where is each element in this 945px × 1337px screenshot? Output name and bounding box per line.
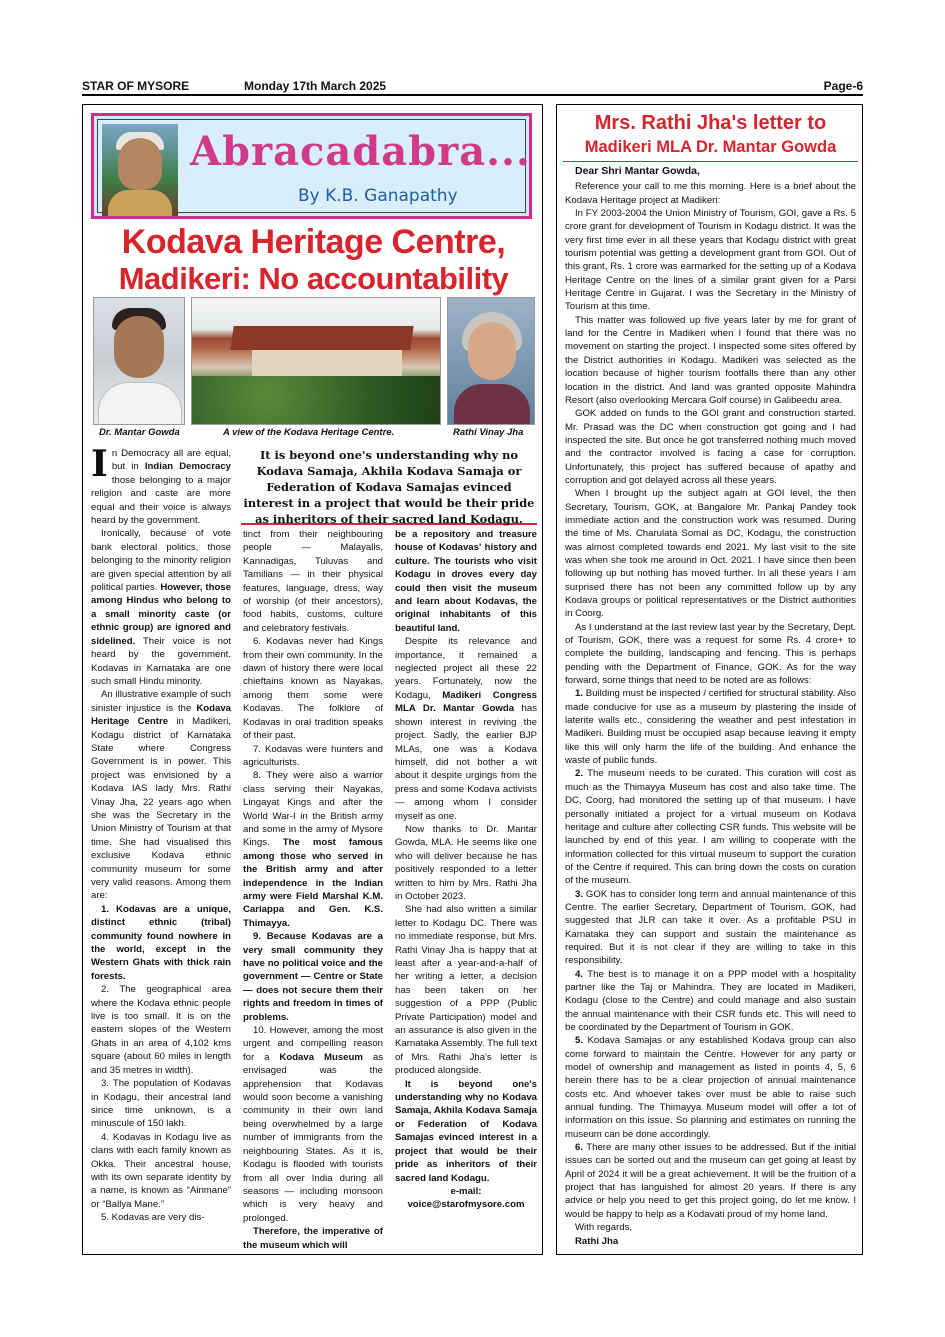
article-paragraph: 8. They were also a warrior class serving their Nayakas, Lingayat Kings and after the World War-I in the British army and some in the army of Mysore Kings. The most famous among those who served in the British army and after independence in the Indian army were Field Marshal K.M. Cariappa and Gen. K.S. Thimayya.	[243, 770, 383, 929]
page-number: Page-6	[823, 79, 863, 93]
column-banner	[91, 113, 532, 219]
letter-title-line2: Madikeri MLA Dr. Mantar Gowda	[584, 138, 837, 156]
salutation: Dear Shri Mantar Gowda,	[575, 165, 700, 177]
title-rule	[563, 161, 858, 162]
letter-title-line1: Mrs. Rathi Jha's letter to	[594, 112, 827, 134]
caption-middle: A view of the Kodava Heritage Centre.	[223, 427, 395, 438]
letter-paragraph: Reference your call to me this morning. Here is a brief about the Kodava Heritage project at Madikeri:	[565, 181, 856, 206]
masthead	[82, 78, 863, 96]
article-paragraph: 4. Kodavas in Kodagu live as clans with each family known as Okka. Their ancestral house, with its own separate identity by a name, is known as “Ainmane” or “Ballya Mane.”	[91, 1131, 231, 1210]
article-column-1	[91, 443, 231, 1225]
issue-date: Monday 17th March 2025	[244, 79, 387, 93]
letter-paragraph: With regards,	[575, 1222, 633, 1234]
headline-line2: Madikeri: No accountability	[118, 261, 509, 296]
photo-mantar-gowda	[93, 297, 185, 425]
paper-name: STAR OF MYSORE	[82, 79, 190, 93]
article-paragraph: She had also written a similar letter to Kodagu DC. There was no immediate response, but Mrs. Rathi Vinay Jha is happy that at least after a year-and-a-half of her writing a letter, a decision has been taken on her suggestion of a PPP (Public Private Participation) model and an assurance is also given in the Karnataka Assembly. The full text of Mrs. Rathi Jha's letter is produced alongside.	[395, 904, 537, 1077]
letter-paragraph: This matter was followed up five years later by me for grant of land for the Centre in Madikeri when I found that there was no movement on starting the project. I inspected some sites offered by the District authorities in Kodagu. Madikeri was selected as the location because of higher tourism footfalls there than any other location in the district. And land was granted opposite Mahindra Resort (also overlooking Mercara Golf course) in Galibeedu area.	[565, 314, 856, 406]
letter-paragraph: 2. The museum needs to be curated. This curation will cost as much as the Thimayya Museum has cost and also take time. The DC, Coorg, had monitored the setting up of that museum. I have personally initiated a project for a virtual museum on Kodava heritage and culture after collecting CSR funds. This website will be launched by end of this year. I am willing to cooperate with the information collected for this virtual museum to support the curation of the Centre if required. This can bring down the costs on curation of the museum.	[565, 768, 856, 887]
letter-box	[556, 104, 863, 1255]
article-paragraph: An illustrative example of such sinister injustice is the Kodava Heritage Centre in Madikeri, Kodagu district of Karnataka State where Congress Government is in power. This project was envisioned by a Kodava IAS lady Mrs. Rathi Vinay Jha, 22 years ago when she was the Secretary in the Union Ministry of Tourism at that time. She had visualised this exclusive Kodava ethnic community museum for some very valid reasons. Among them are:	[91, 689, 231, 902]
article-column-3	[395, 528, 537, 1212]
article-column-2	[243, 528, 383, 1252]
article-paragraph: 3. The population of Kodavas in Kodagu, their ancestral land since time unknown, is a minuscule of 150 lakh.	[91, 1078, 231, 1130]
caption-left: Dr. Mantar Gowda	[99, 427, 180, 438]
article-paragraph: 10. However, among the most urgent and compelling reason for a Kodava Museum as envisaged was the apprehension that Kodavas would soon become a vanishing community in their own land being overwhelmed by a large number of immigrants from the neighbouring States. As it is, Kodagu is flooded with tourists from all over India during all seasons — including monsoon which is very heavy and prolonged.	[243, 1025, 383, 1224]
letter-paragraph: As I understand at the last review last year by the Secretary, Dept. of Tourism, GOK, there was a request for some Rs. 4 crore+ to complete the building, landscaping and fencing. This is perhaps pending with the Department of Finance, GOK. As for the way forward, some things that need to be noted are as follows:	[565, 621, 856, 687]
letter-paragraph: 5. Kodava Samajas or any established Kodava group can also come forward to maintain the Centre. However for any party or model of ownership and management as listed in points 4, 5, 6 herein there has to be a clear projection of annual maintenance costs etc. And whoever takes over must be able to raise such annual funding. The Thimayya Museum model will offer a lot of information on this issue. So planning and estimates on running the museum can be done accordingly.	[565, 1035, 856, 1140]
letter-paragraph: 6. There are many other issues to be addressed. But if the initial issues can be sorted out and the museum can get going at least by April of 2024 it will be a great achievement. It will be the fruition of a project that has languished for almost 20 years. If there is any advice or help you need to get this project going, do let me know. I would be happy to help as a Kodavati proud of my home land.	[565, 1142, 856, 1220]
letter-paragraph: GOK added on funds to the GOI grant and construction started. Mr. Prasad was the DC when construction got going and I had inspected the site. But once he got transferred nothing much moved and the contractor involved is facing a case for corruption. Unfortunately, this project has suffered because of apathy and corruption and got delayed across all these years.	[565, 408, 856, 486]
letter-paragraph: 1. Building must be inspected / certified for structural stability. Also made conducive for use as a museum by plastering the inside of laterite walls etc., considering the weather and pest infestation in Madikeri. Building must be occupied asap because leaving it empty like this will only harm the life of the building. And enhance the waste of public funds.	[565, 688, 856, 767]
article-paragraph: Now thanks to Dr. Mantar Gowda, MLA. He seems like one who will deliver because he has positively responded to a letter written to him by Mrs. Rathi Jha in October 2023.	[395, 823, 537, 902]
caption-right: Rathi Vinay Jha	[453, 427, 524, 438]
letter-paragraph: 3. GOK has to consider long term and annual maintenance of this Centre. The earlier Secretary, Department of Tourism, GOK, had suggested that JLR can take it over. As a profitable PSU in Karnataka they can support and sustain the maintenance as required. But it is not clear if they are willing to take in this responsibility.	[565, 888, 856, 967]
letter-paragraph: In FY 2003-2004 the Union Ministry of Tourism, GOI, gave a Rs. 5 crore grant for development of Tourism in Kodagu district. It was the very first time ever in all these years that Kodagu district with great tourism potential was getting a development grant from GOI. Out of this grant, Rs. 1 crore was earmarked for the setting up of a Kodava Heritage Centre on the lines of a similar grant given for a Parsi Heritage Centre in Gujarat. I was the Secretary in the Ministry of Tourism at this time.	[565, 208, 856, 313]
column-title: Abracadabra...	[190, 128, 531, 175]
article-paragraph: Therefore, the imperative of the museum which will	[243, 1226, 383, 1251]
drop-cap: I	[91, 443, 108, 485]
photo-heritage-centre	[191, 297, 441, 425]
article-paragraph: 7. Kodavas were hunters and agriculturists.	[243, 743, 383, 768]
article-paragraph: 1. Kodavas are a unique, distinct ethnic (tribal) community found nowhere in the world, except in the Western Ghats with thick rain forests.	[91, 903, 231, 982]
columnist-photo	[102, 124, 178, 216]
letter-paragraph: 4. The best is to manage it on a PPP model with a hospitality partner like the Taj or Mahindra. They are located in Madikeri, Kodagu (close to the Centre) and could manage and also sustain the annual maintenance with their CSR funds etc. This will need to be coordinated by the Department of Tourism in GOK.	[565, 968, 856, 1033]
byline: By K.B. Ganapathy	[298, 186, 458, 206]
pull-quote: It is beyond one's understanding why no Kodava Samaja, Akhila Kodava Samaja or Federation of Kodava Samajas evinced interest in a project that would be their pride as inheritors of their sacred land Kodagu.	[241, 445, 537, 525]
letter-paragraph: When I brought up the subject again at GOI level, the then Secretary, Tourism, GOK, at Bangalore Mr. Pankaj Pandey took immediate action and the construction work was resumed. During the time of Ms. Charulata Somal as DC, Kodagu, the construction was almost completed towards end 2021. My last visit to the site was when she took me around in Oct. 2021. I have since then been following up but nothing has moved further. In all these years I am surprised there has not been any committed follow up by any Kodava groups or political representatives or the District authorities in Coorg.	[565, 488, 856, 620]
letter-body	[565, 165, 856, 1248]
article-paragraph: 9. Because Kodavas are a very small community they have no political voice and the government — Centre or State — does not secure them their rights and freedom in times of problems.	[243, 931, 383, 1023]
article-paragraph: 6. Kodavas never had Kings from their own community. In the dawn of history there were local chieftains known as Nayakas, among them some were Kodavas. The folklore of Kodavas in oral tradition speaks of their past.	[243, 636, 383, 742]
article-paragraph: Ironically, because of vote bank electoral politics, those belonging to the minority religion are given special attention by all political parties. However, those among Hindus who belong to a small minority caste (or ethnic group) are ignored and sidelined. Their voice is not heard by the government. Kodavas in Karnataka are one such small Hindu minority.	[91, 528, 231, 687]
article-paragraph: 2. The geographical area where the Kodava ethnic people live is too small. It is on the eastern slopes of the Western Ghats in an area of 4,102 kms square (about 60 miles in length and 35 metres in width).	[91, 984, 231, 1076]
article-paragraph: Despite its relevance and importance, it remained a neglected project all these 22 years. Fortunately, now the Kodagu, Madikeri Congress MLA Dr. Mantar Gowda has shown interest in reviving the project. Sadly, the earlier BJP MLAs, one was a Kodava himself, did not bother a wit about it despite urgings from the press and some Kodava activists — among whom I consider myself as one.	[395, 636, 537, 822]
headline-line1: Kodava Heritage Centre,	[121, 223, 506, 261]
article-paragraph: n Democracy all are equal, but in Indian Democracy those belonging to a major religion and caste are more equal and their voice is always heard by the government.	[91, 448, 231, 527]
article-paragraph: It is beyond one's understanding why no Kodava Samaja, Akhila Kodava Samaja or Federation of Kodava Samajas evinced interest in a project that would be their pride as inheritors of their sacred land Kodagu.	[395, 1078, 537, 1184]
photo-rathi-jha	[447, 297, 535, 425]
signature: Rathi Jha	[575, 1235, 619, 1247]
main-article	[82, 104, 543, 1255]
email-address[interactable]: voice@starofmysore.com	[407, 1199, 525, 1211]
email-label: e-mail:	[450, 1185, 482, 1197]
article-paragraph: tinct from their neighbouring people — Malayalis, Kannadigas, Tuluvas and Tamilians — in their physical features, language, dress, way of worship (of their ancestors), food habits, customs, culture and celebratory festivals.	[243, 529, 383, 634]
article-paragraph: 5. Kodavas are very dis-	[101, 1212, 205, 1224]
article-paragraph: be a repository and treasure house of Kodavas' history and culture. The tourists who visit Kodagu in droves every day could then visit the museum and learn about Kodavas, the original inhabitants of this beautiful land.	[395, 529, 537, 634]
